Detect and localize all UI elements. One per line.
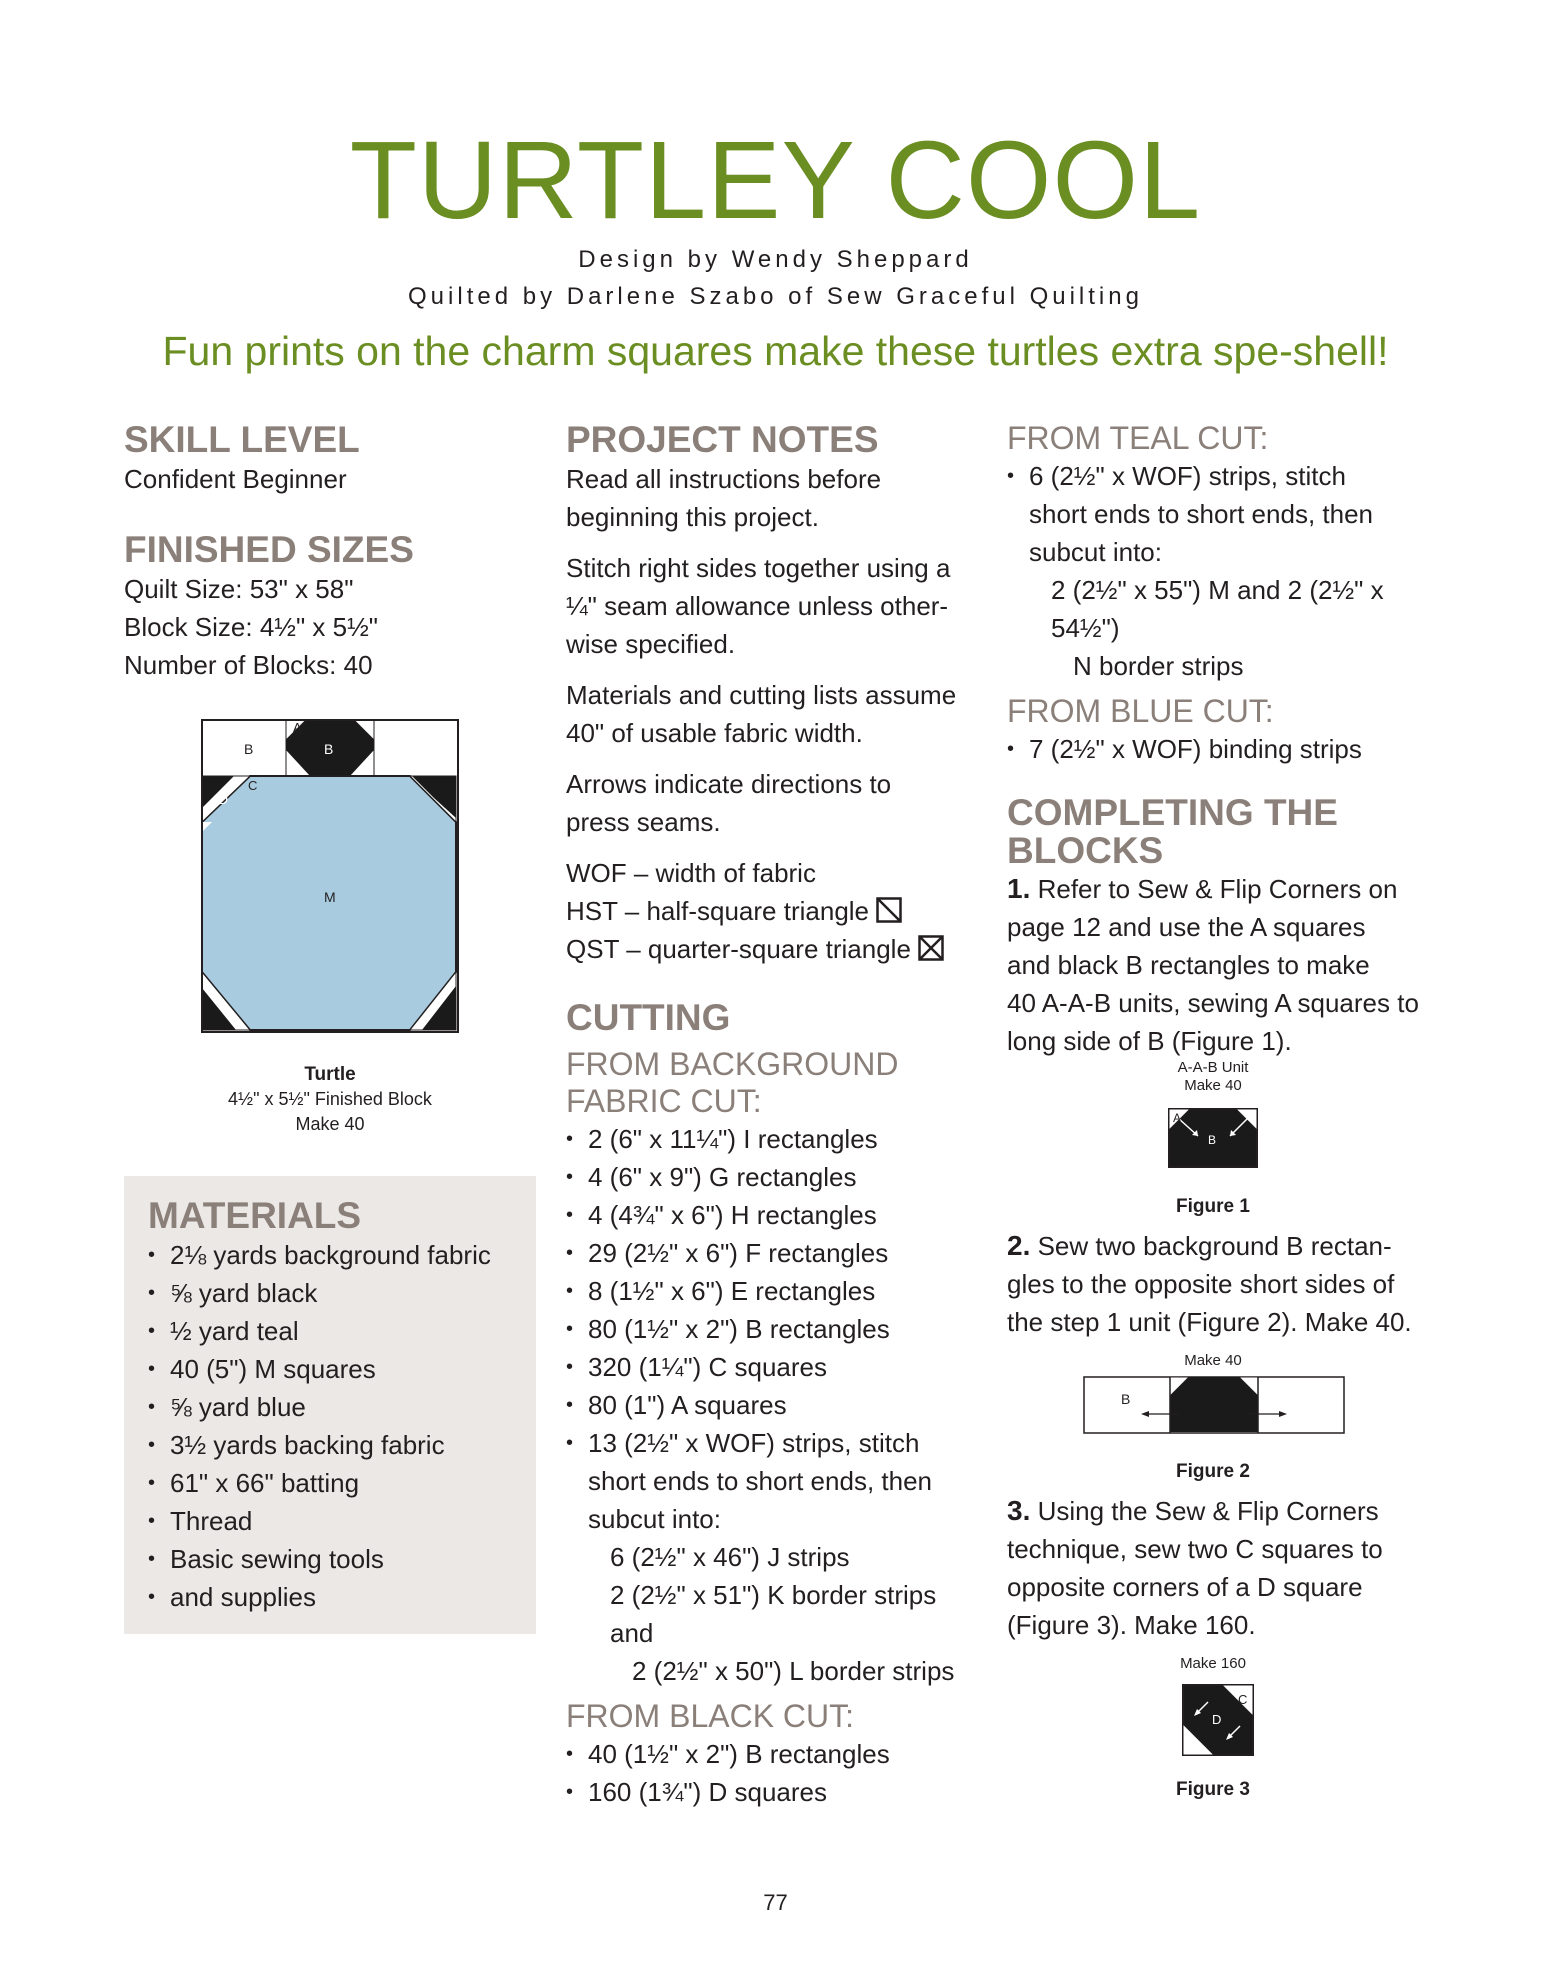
figure-1-title: A-A-B Unit	[1177, 1059, 1249, 1076]
quilt-size: Quilt Size: 53" x 58"	[124, 574, 354, 604]
block-caption-title: Turtle	[304, 1064, 356, 1085]
subcut-item: 6 (2½" x 46") J strips	[610, 1542, 850, 1572]
list-item: • 160 (1¾") D squares	[566, 1773, 986, 1811]
materials-box	[124, 1176, 536, 1634]
hst-text: HST – half-square triangle	[566, 896, 870, 926]
figure-1-label-b: B	[1208, 1133, 1217, 1147]
subcut-item: 2 (2½" x 55") M and 2 (2½" x 54½")	[1051, 575, 1384, 643]
completing-heading: COMPLETING THE	[1007, 792, 1338, 833]
step-text: long side of B (Figure 1).	[1007, 1026, 1292, 1056]
completing-heading-2: BLOCKS	[1007, 830, 1164, 871]
list-item: • ⅝ yard blue	[148, 1388, 536, 1426]
block-size: Block Size: 4½" x 5½"	[124, 612, 379, 642]
figure-2-caption: Figure 2	[1176, 1461, 1250, 1482]
list-item: • 29 (2½" x 6") F rectangles	[566, 1234, 986, 1272]
step-text: Sew two background B rectan-	[1037, 1231, 1392, 1261]
step-3	[1007, 1492, 1447, 1644]
step-2	[1007, 1227, 1447, 1341]
figure-3-diagram	[1182, 1684, 1254, 1756]
materials-list	[148, 1236, 536, 1616]
step-number: 1.	[1007, 873, 1031, 904]
label-b-head: B	[324, 741, 334, 757]
list-item: • Thread	[148, 1502, 536, 1540]
notes-text: beginning this project.	[566, 502, 819, 532]
label-b-left: B	[244, 741, 254, 757]
list-item: • 320 (1¼") C squares	[566, 1348, 986, 1386]
finished-sizes-heading: FINISHED SIZES	[124, 529, 414, 570]
step-text: page 12 and use the A squares	[1007, 912, 1366, 942]
figure-2-make: Make 40	[1184, 1352, 1242, 1369]
qst-text: QST – quarter-square triangle	[566, 934, 911, 964]
list-item-continued: subcut into:	[588, 1504, 721, 1534]
list-item-continued: subcut into:	[1029, 537, 1162, 567]
number-of-blocks: Number of Blocks: 40	[124, 650, 373, 680]
list-item-continued: • and supplies	[148, 1578, 536, 1616]
black-cut-list	[566, 1735, 986, 1811]
list-item: • 40 (5") M squares	[148, 1350, 536, 1388]
list-item: • 40 (1½" x 2") B rectangles	[566, 1735, 986, 1773]
figure-3-caption: Figure 3	[1176, 1779, 1250, 1800]
label-c: C	[248, 778, 258, 793]
quilting-credit: Quilted by Darlene Szabo of Sew Graceful Quilting	[408, 283, 1143, 310]
notes-text: 40" of usable fabric width.	[566, 718, 863, 748]
notes-text: wise specified.	[566, 629, 736, 659]
column-middle	[566, 420, 986, 1811]
list-item: • 3½ yards backing fabric	[148, 1426, 536, 1464]
column-left	[124, 420, 544, 684]
tagline: Fun prints on the charm squares make these turtles extra spe-shell!	[162, 328, 1389, 374]
subcut-item: 2 (2½" x 51") K border strips and	[610, 1580, 937, 1648]
step-text: and black B rectangles to make	[1007, 950, 1370, 980]
step-number: 3.	[1007, 1495, 1031, 1526]
list-item: • 4 (4¾" x 6") H rectangles	[566, 1196, 986, 1234]
list-item-continued: short ends to short ends, then	[588, 1466, 932, 1496]
step-text: Using the Sew & Flip Corners	[1037, 1496, 1379, 1526]
design-credit: Design by Wendy Sheppard	[578, 246, 973, 273]
black-cut-heading: FROM BLACK CUT:	[566, 1698, 855, 1734]
list-item: • ½ yard teal	[148, 1312, 536, 1350]
figure-1-label	[1113, 1059, 1313, 1095]
step-text: technique, sew two C squares to	[1007, 1534, 1383, 1564]
skill-level-heading: SKILL LEVEL	[124, 419, 360, 460]
step-text: the step 1 unit (Figure 2). Make 40.	[1007, 1307, 1412, 1337]
list-item: • 6 (2½" x WOF) strips, stitch	[1007, 457, 1447, 495]
figure-1-label-a: A	[1173, 1111, 1182, 1125]
turtle-block-diagram	[200, 718, 460, 1034]
step-text: opposite corners of a D square	[1007, 1572, 1363, 1602]
figure-1-diagram	[1168, 1108, 1258, 1168]
list-item: • ⅝ yard black	[148, 1274, 536, 1312]
step-text: 40 A-A-B units, sewing A squares to	[1007, 988, 1419, 1018]
blue-cut-list	[1007, 730, 1447, 768]
figure-2-diagram	[1083, 1376, 1345, 1434]
notes-text: Materials and cutting lists assume	[566, 680, 957, 710]
blue-cut-heading: FROM BLUE CUT:	[1007, 693, 1274, 729]
list-item: • 61" x 66" batting	[148, 1464, 536, 1502]
column-right	[1007, 420, 1447, 1060]
subcut-item: N border strips	[1073, 651, 1244, 681]
teal-cut-heading: FROM TEAL CUT:	[1007, 420, 1269, 456]
block-caption-make: Make 40	[295, 1114, 365, 1134]
step-number: 2.	[1007, 1230, 1031, 1261]
figure-3-label-c: C	[1238, 1692, 1248, 1707]
notes-text: Arrows indicate directions to	[566, 769, 892, 799]
list-item: • 80 (1") A squares	[566, 1386, 986, 1424]
hst-definition	[566, 892, 986, 930]
teal-cut-list	[1007, 457, 1447, 495]
wof-definition: WOF – width of fabric	[566, 858, 816, 888]
step-text: gles to the opposite short sides of	[1007, 1269, 1395, 1299]
list-item: • 7 (2½" x WOF) binding strips	[1007, 730, 1447, 768]
materials-heading: MATERIALS	[148, 1195, 362, 1236]
background-cut-heading: FROM BACKGROUND	[566, 1046, 899, 1082]
page-number: 77	[763, 1890, 788, 1915]
page-title: TURTLEY COOL	[349, 119, 1202, 242]
list-item: • 2 (6" x 11¼") I rectangles	[566, 1120, 986, 1158]
subcut-item: 2 (2½" x 50") L border strips	[632, 1656, 955, 1686]
qst-definition	[566, 930, 986, 968]
notes-text: Read all instructions before	[566, 464, 882, 494]
qst-icon	[918, 935, 944, 961]
block-caption-size: 4½" x 5½" Finished Block	[228, 1089, 432, 1109]
label-d: D	[218, 791, 229, 807]
background-cut-list	[566, 1120, 986, 1462]
list-item: • 8 (1½" x 6") E rectangles	[566, 1272, 986, 1310]
list-item: • Basic sewing tools	[148, 1540, 536, 1578]
label-a: A	[293, 720, 302, 735]
figure-3-make: Make 160	[1180, 1655, 1246, 1672]
list-item: • 13 (2½" x WOF) strips, stitch	[566, 1424, 986, 1462]
notes-text: press seams.	[566, 807, 721, 837]
background-cut-heading-2: FABRIC CUT:	[566, 1083, 762, 1119]
figure-1-make: Make 40	[1184, 1077, 1242, 1094]
cutting-heading: CUTTING	[566, 997, 731, 1038]
hst-icon	[876, 897, 902, 923]
list-item: • 2⅛ yards background fabric	[148, 1236, 536, 1274]
block-caption	[180, 1062, 480, 1137]
step-text: Refer to Sew & Flip Corners on	[1037, 874, 1398, 904]
figure-3-label-d: D	[1212, 1712, 1222, 1727]
list-item: • 4 (6" x 9") G rectangles	[566, 1158, 986, 1196]
step-1	[1007, 870, 1447, 908]
skill-level-value: Confident Beginner	[124, 464, 347, 494]
list-item: • 80 (1½" x 2") B rectangles	[566, 1310, 986, 1348]
notes-text: Stitch right sides together using a	[566, 553, 951, 583]
figure-2-label-b: B	[1121, 1391, 1131, 1407]
step-text: (Figure 3). Make 160.	[1007, 1610, 1256, 1640]
figure-1-caption: Figure 1	[1176, 1196, 1250, 1217]
list-item-continued: short ends to short ends, then	[1029, 499, 1373, 529]
project-notes-heading: PROJECT NOTES	[566, 419, 879, 460]
notes-text: ¼" seam allowance unless other-	[566, 591, 949, 621]
label-m: M	[324, 889, 336, 905]
